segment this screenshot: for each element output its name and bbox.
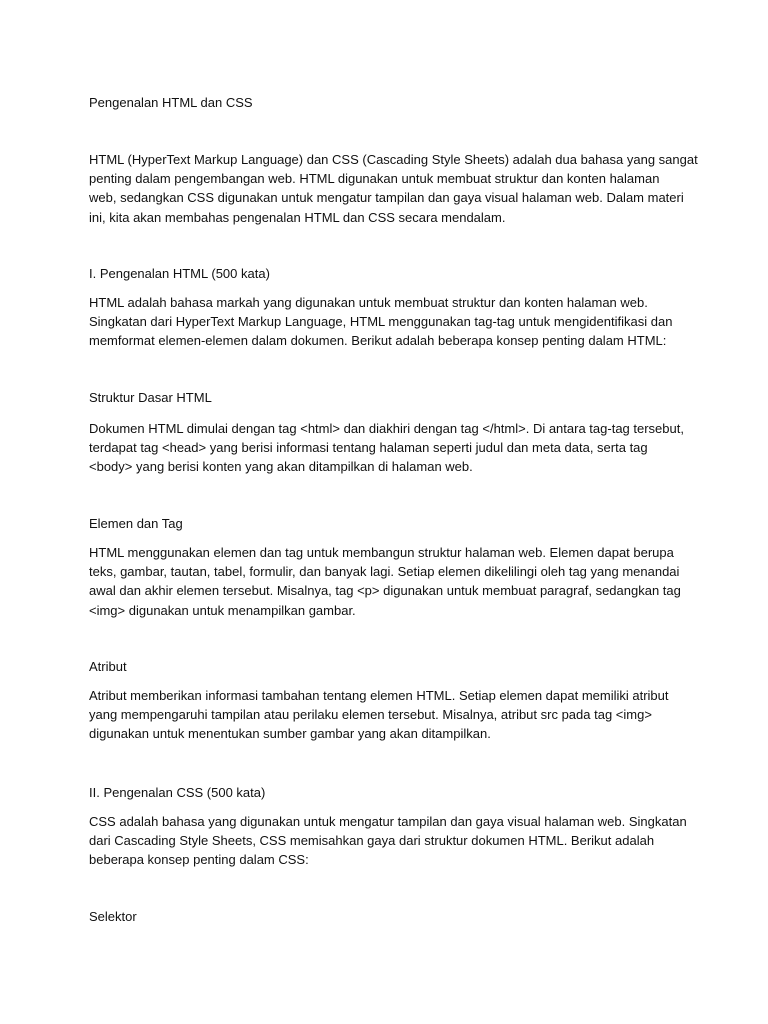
atribut-paragraph (89, 686, 679, 744)
section1-heading: I. Pengenalan HTML (500 kata) (89, 266, 270, 281)
section2-line: CSS adalah bahasa yang digunakan untuk mengatur tampilan dan gaya visual halaman web. Singkatan (89, 814, 687, 829)
section1-line: Singkatan dari HyperText Markup Language, HTML menggunakan tag-tag untuk mengidentifikasi dan (89, 314, 673, 330)
intro-line: penting dalam pengembangan web. HTML digunakan untuk membuat struktur dan konten halaman (89, 171, 660, 187)
document-title: Pengenalan HTML dan CSS (89, 95, 253, 110)
atribut-line: digunakan untuk menentukan sumber gambar yang akan ditampilkan. (89, 726, 491, 742)
section1-line: memformat elemen-elemen dalam dokumen. Berikut adalah beberapa konsep penting dalam HTML: (89, 333, 667, 349)
struktur-line: terdapat tag <head> yang berisi informasi tentang halaman seperti judul dan meta data, serta tag (89, 440, 648, 456)
elemen-heading: Elemen dan Tag (89, 516, 183, 531)
struktur-line: <body> yang berisi konten yang akan ditampilkan di halaman web. (89, 459, 473, 475)
section2-heading: II. Pengenalan CSS (500 kata) (89, 785, 266, 800)
elemen-line: awal dan akhir elemen tersebut. Misalnya, tag <p> digunakan untuk membuat paragraf, sedangkan tag (89, 583, 681, 599)
section2-line: beberapa konsep penting dalam CSS: (89, 852, 309, 868)
elemen-line: teks, gambar, tautan, tabel, formulir, dan banyak lagi. Setiap elemen dikelilingi oleh tag yang menandai (89, 564, 680, 580)
atribut-line: yang mempengaruhi tampilan atau perilaku elemen tersebut. Misalnya, atribut src pada tag <img> (89, 707, 652, 723)
intro-line: HTML (HyperText Markup Language) dan CSS (Cascading Style Sheets) adalah dua bahasa yang sangat (89, 152, 698, 167)
section2-line: dari Cascading Style Sheets, CSS memisahkan gaya dari struktur dokumen HTML. Berikut adalah (89, 833, 655, 849)
section1-line: HTML adalah bahasa markah yang digunakan untuk membuat struktur dan konten halaman web. (89, 295, 648, 310)
atribut-line: Atribut memberikan informasi tambahan tentang elemen HTML. Setiap elemen dapat memiliki atribut (89, 688, 669, 703)
struktur-heading: Struktur Dasar HTML (89, 390, 212, 405)
section1-paragraph (89, 293, 679, 351)
struktur-paragraph (89, 419, 684, 477)
intro-line: web, sedangkan CSS digunakan untuk mengatur tampilan dan gaya visual halaman web. Dalam materi (89, 190, 684, 206)
struktur-line: Dokumen HTML dimulai dengan tag <html> dan diakhiri dengan tag </html>. Di antara tag-tag tersebut, (89, 421, 684, 436)
elemen-paragraph (89, 543, 679, 620)
intro-line: ini, kita akan membahas pengenalan HTML dan CSS secara mendalam. (89, 209, 506, 225)
elemen-line: HTML menggunakan elemen dan tag untuk membangun struktur halaman web. Elemen dapat berupa (89, 545, 674, 560)
selektor-heading: Selektor (89, 909, 137, 924)
atribut-heading: Atribut (89, 659, 127, 674)
elemen-line: <img> digunakan untuk menampilkan gambar. (89, 602, 356, 618)
section2-paragraph (89, 812, 687, 870)
intro-paragraph (89, 150, 698, 227)
